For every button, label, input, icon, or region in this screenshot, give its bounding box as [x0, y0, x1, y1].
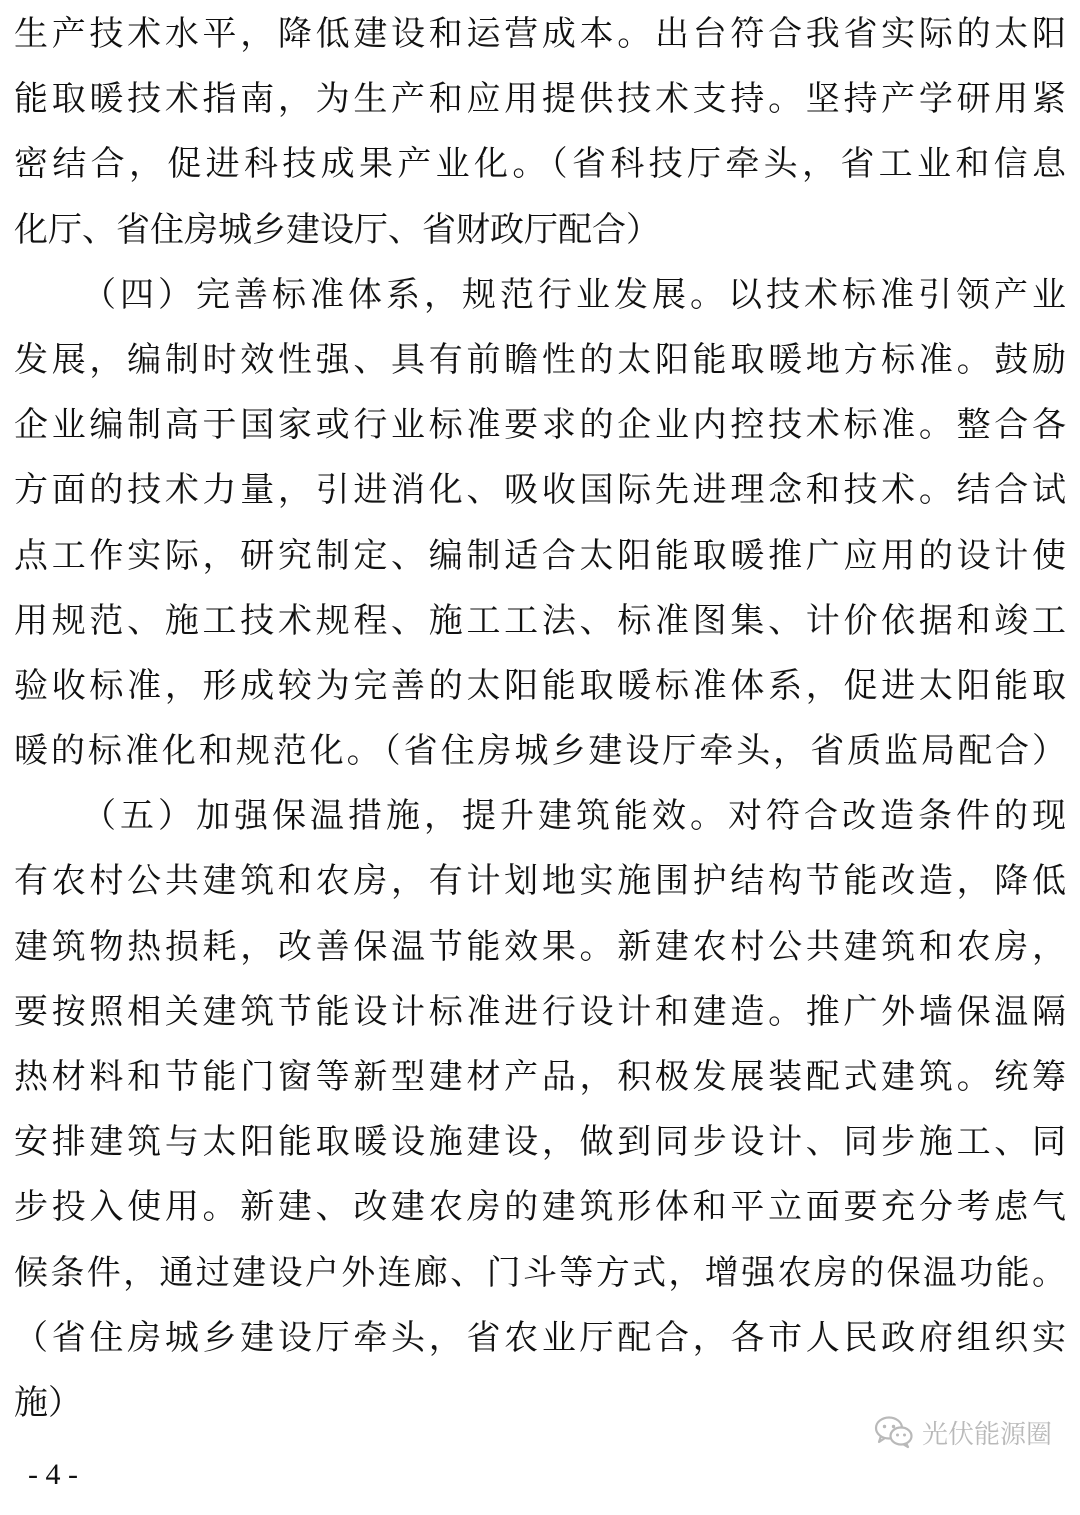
text-line: 有农村公共建筑和农房，有计划地实施围护结构节能改造，降低: [14, 861, 1066, 902]
text-line: 热材料和节能门窗等新型建材产品，积极发展装配式建筑。统筹: [14, 1057, 1066, 1097]
text-line: 生产技术水平，降低建设和运营成本。出台符合我省实际的太阳: [14, 14, 1066, 54]
text-line: （省住房城乡建设厅牵头，省农业厅配合，各市人民政府组织实: [14, 1317, 1066, 1358]
watermark-text: 光伏能源圈: [921, 1419, 1052, 1450]
text-line: 密结合，促进科技成果产业化。（省科技厅牵头，省工业和信息: [14, 144, 1066, 185]
wechat-icon: [874, 1415, 914, 1449]
text-line: 能取暖技术指南，为生产和应用提供技术支持。坚持产学研用紧: [14, 79, 1066, 120]
text-line: 候条件，通过建设户外连廊、门斗等方式，增强农房的保温功能。: [14, 1252, 1066, 1293]
text-line: 化厅、省住房城乡建设厅、省财政厅配合）: [14, 209, 660, 250]
text-line: 步投入使用。新建、改建农房的建筑形体和平立面要充分考虑气: [14, 1187, 1066, 1228]
text-line: 建筑物热损耗，改善保温节能效果。新建农村公共建筑和农房，: [14, 926, 1066, 967]
text-line: 方面的技术力量，引进消化、吸收国际先进理念和技术。结合试: [14, 470, 1066, 511]
watermark: [874, 1410, 1052, 1454]
text-line: 验收标准，形成较为完善的太阳能取暖标准体系，促进太阳能取: [14, 665, 1066, 706]
text-line: 施）: [14, 1382, 82, 1423]
text-line: 用规范、施工技术规程、施工工法、标准图集、计价依据和竣工: [14, 600, 1066, 641]
text-line: 企业编制高于国家或行业标准要求的企业内控技术标准。整合各: [14, 405, 1066, 446]
text-line: 点工作实际，研究制定、编制适合太阳能取暖推广应用的设计使: [14, 535, 1066, 576]
page-number: - 4 -: [28, 1458, 78, 1491]
section-heading-line: （四）完善标准体系，规范行业发展。以技术标准引领产业: [82, 274, 1066, 315]
document-body: [14, 2, 1066, 1436]
text-line: 发展，编制时效性强、具有前瞻性的太阳能取暖地方标准。鼓励: [14, 339, 1066, 380]
section-heading-line: （五）加强保温措施，提升建筑能效。对符合改造条件的现: [82, 796, 1066, 837]
text-line: 要按照相关建筑节能设计标准进行设计和建造。推广外墙保温隔: [14, 991, 1066, 1032]
text-line: 暖的标准化和规范化。（省住房城乡建设厅牵头，省质监局配合）: [14, 731, 1066, 772]
text-line: 安排建筑与太阳能取暖设施建设，做到同步设计、同步施工、同: [14, 1122, 1066, 1163]
